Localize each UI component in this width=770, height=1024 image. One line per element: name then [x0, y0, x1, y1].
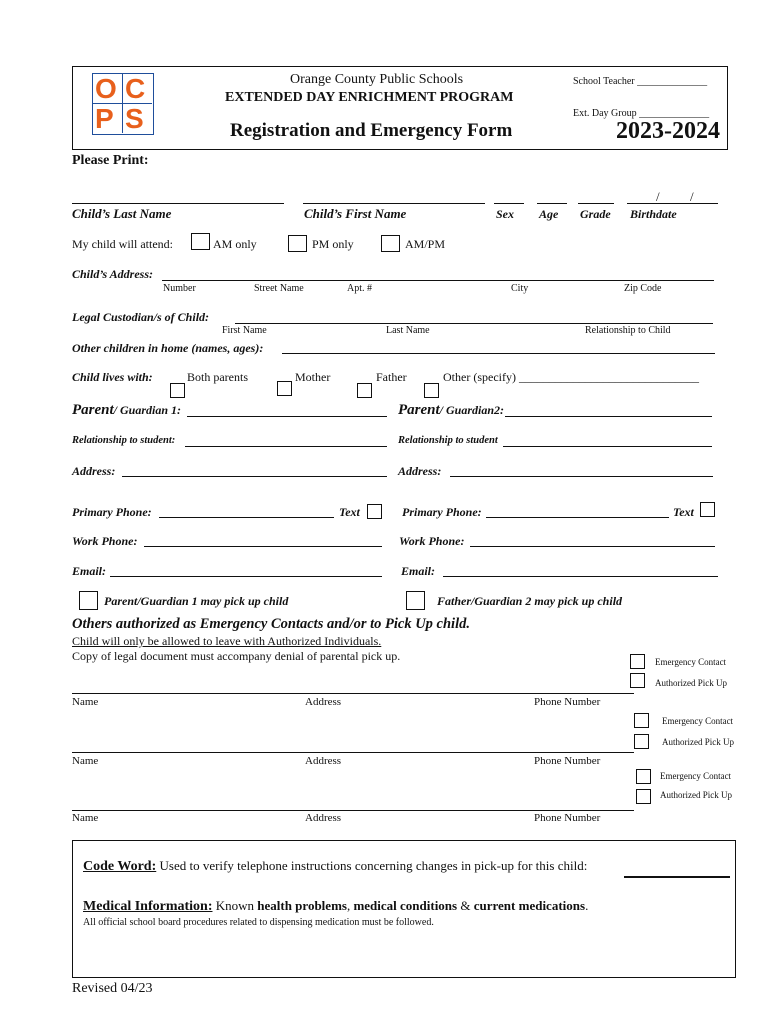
contact3-name-caption: Name: [72, 812, 99, 824]
guardian1-relationship-line[interactable]: [185, 446, 387, 447]
guardian2-work-phone-label: Work Phone:: [399, 534, 465, 548]
contact1-emergency-label: Emergency Contact: [655, 657, 727, 667]
guardian2-text-label: Text: [673, 505, 694, 519]
guardian2-relationship-label: Relationship to student: [398, 435, 498, 446]
birthdate-label: Birthdate: [630, 207, 677, 221]
others-note-2: Copy of legal document must accompany denial of parental pick up.: [72, 649, 401, 663]
contact3-line[interactable]: [72, 810, 634, 811]
custodian-line[interactable]: [235, 323, 713, 324]
contact2-pickup-label: Authorized Pick Up: [662, 737, 734, 747]
am-only-checkbox[interactable]: [191, 233, 210, 250]
guardian1-title-big: Parent: [72, 402, 114, 418]
guardian2-address-label: Address:: [398, 464, 442, 478]
both-parents-checkbox[interactable]: [170, 383, 185, 398]
lives-with-label: Child lives with:: [72, 370, 153, 384]
school-year: 2023-2024: [616, 118, 720, 144]
age-line[interactable]: [537, 203, 567, 204]
attend-label: My child will attend:: [72, 237, 173, 251]
other-specify-label[interactable]: Other (specify) ______________________________: [443, 370, 699, 384]
contact3-pickup-label: Authorized Pick Up: [660, 790, 732, 800]
contact3-phone-caption: Phone Number: [534, 812, 601, 824]
code-word-line[interactable]: [624, 876, 730, 878]
ampm-label: AM/PM: [405, 237, 446, 251]
medical-text-3: &: [460, 898, 471, 913]
guardian2-text-checkbox[interactable]: [700, 502, 715, 517]
logo-letter-c: C: [125, 73, 146, 104]
medical-text-4: .: [585, 898, 589, 913]
contact3-address-caption: Address: [305, 812, 342, 824]
contact2-line[interactable]: [72, 752, 634, 753]
school-teacher-field[interactable]: School Teacher ______________: [573, 76, 708, 87]
grade-label: Grade: [580, 207, 611, 221]
contact2-name-caption: Name: [72, 755, 99, 767]
guardian1-title: [72, 401, 181, 419]
birthdate-slash-2: /: [690, 189, 694, 204]
child-address-label: Child’s Address:: [72, 267, 154, 281]
medical-row: [83, 898, 588, 915]
am-only-label: AM only: [213, 237, 257, 251]
address-zip-caption: Zip Code: [624, 283, 662, 294]
guardian1-work-phone-line[interactable]: [144, 546, 382, 547]
guardian2-email-label: Email:: [401, 564, 436, 578]
guardian2-email-line[interactable]: [443, 576, 718, 577]
logo-letter-o: O: [95, 73, 117, 104]
pm-only-checkbox[interactable]: [288, 235, 307, 252]
revised-date: Revised 04/23: [72, 981, 153, 996]
custodian-last-caption: Last Name: [386, 325, 430, 336]
contact2-phone-caption: Phone Number: [534, 755, 601, 767]
medical-text-2: ,: [346, 898, 351, 913]
sex-line[interactable]: [494, 203, 524, 204]
mother-checkbox[interactable]: [277, 381, 292, 396]
contact1-address-caption: Address: [305, 696, 342, 708]
child-last-name-label: Child’s Last Name: [72, 206, 172, 221]
guardian1-address-line[interactable]: [122, 476, 387, 477]
custodian-relationship-caption: Relationship to Child: [585, 325, 671, 336]
contact1-phone-caption: Phone Number: [534, 696, 601, 708]
contact2-pickup-checkbox[interactable]: [634, 734, 649, 749]
guardian1-relationship-label: Relationship to student:: [72, 435, 176, 446]
contact1-emergency-checkbox[interactable]: [630, 654, 645, 669]
sex-label: Sex: [496, 207, 514, 221]
code-word-text: Used to verify telephone instructions concerning changes in pick-up for this child:: [159, 858, 588, 873]
guardian1-pickup-checkbox[interactable]: [79, 591, 98, 610]
birthdate-line[interactable]: [627, 203, 718, 204]
guardian1-work-phone-label: Work Phone:: [72, 534, 138, 548]
child-first-name-label: Child’s First Name: [304, 206, 407, 221]
medical-bold-3: current medications: [473, 898, 586, 913]
child-address-line[interactable]: [162, 280, 714, 281]
medical-text-1: Known: [215, 898, 255, 913]
others-heading: Others authorized as Emergency Contacts and/or to Pick Up child.: [72, 616, 470, 632]
guardian2-title-small: / Guardian2:: [439, 403, 505, 417]
child-last-name-line[interactable]: [72, 203, 284, 204]
pm-only-label: PM only: [312, 237, 354, 251]
guardian2-pickup-label: Father/Guardian 2 may pick up child: [437, 594, 623, 608]
address-street-caption: Street Name: [254, 283, 304, 294]
guardian1-name-line[interactable]: [187, 416, 387, 417]
address-number-caption: Number: [163, 283, 196, 294]
guardian1-text-label: Text: [339, 505, 360, 519]
guardian2-primary-phone-label: Primary Phone:: [402, 505, 482, 519]
guardian2-primary-phone-line[interactable]: [486, 517, 669, 518]
contact2-emergency-label: Emergency Contact: [662, 716, 734, 726]
guardian1-title-small: / Guardian 1:: [113, 403, 182, 417]
guardian2-title: [398, 401, 504, 419]
medication-policy: All official school board procedures related to dispensing medication must be followed.: [83, 917, 434, 928]
other-checkbox[interactable]: [424, 383, 439, 398]
contact1-line[interactable]: [72, 693, 634, 694]
age-label: Age: [539, 207, 559, 221]
contact1-pickup-label: Authorized Pick Up: [655, 678, 727, 688]
guardian2-pickup-checkbox[interactable]: [406, 591, 425, 610]
code-word-label: Code Word:: [83, 859, 157, 874]
guardian2-name-line[interactable]: [505, 416, 712, 417]
contact3-emergency-checkbox[interactable]: [636, 769, 651, 784]
guardian2-relationship-line[interactable]: [503, 446, 712, 447]
guardian1-primary-phone-label: Primary Phone:: [72, 505, 152, 519]
medical-bold-2: medical conditions: [353, 898, 458, 913]
contact1-name-caption: Name: [72, 696, 99, 708]
guardian2-title-big: Parent: [398, 402, 440, 418]
address-city-caption: City: [511, 283, 529, 294]
guardian2-work-phone-line[interactable]: [470, 546, 715, 547]
mother-label: Mother: [295, 370, 331, 384]
program-name: EXTENDED DAY ENRICHMENT PROGRAM: [225, 90, 514, 105]
contact3-emergency-label: Emergency Contact: [660, 771, 732, 781]
other-children-line[interactable]: [282, 353, 715, 354]
medical-bold-1: health problems: [257, 898, 347, 913]
logo-letter-p: P: [95, 103, 114, 134]
other-children-label: Other children in home (names, ages):: [72, 341, 264, 355]
guardian1-pickup-label: Parent/Guardian 1 may pick up child: [104, 594, 289, 608]
contact2-emergency-checkbox[interactable]: [634, 713, 649, 728]
guardian1-text-checkbox[interactable]: [367, 504, 382, 519]
guardian1-primary-phone-line[interactable]: [159, 517, 334, 518]
contact1-pickup-checkbox[interactable]: [630, 673, 645, 688]
logo-letter-s: S: [125, 103, 144, 134]
custodian-label: Legal Custodian/s of Child:: [72, 310, 210, 324]
ext-day-group-field[interactable]: Ext. Day Group ______________: [573, 108, 710, 119]
org-name: Orange County Public Schools: [290, 72, 464, 87]
contact2-address-caption: Address: [305, 755, 342, 767]
both-parents-label: Both parents: [187, 370, 248, 384]
code-word-row: [83, 858, 587, 875]
child-first-name-line[interactable]: [303, 203, 485, 204]
medical-label: Medical Information:: [83, 899, 213, 914]
father-label: Father: [376, 370, 407, 384]
guardian1-email-label: Email:: [72, 564, 107, 578]
address-apt-caption: Apt. #: [347, 283, 372, 294]
father-checkbox[interactable]: [357, 383, 372, 398]
ocps-logo: [88, 72, 154, 134]
contact3-pickup-checkbox[interactable]: [636, 789, 651, 804]
guardian1-email-line[interactable]: [110, 576, 382, 577]
others-note-1: Child will only be allowed to leave with Authorized Individuals.: [72, 634, 382, 648]
form-title: Registration and Emergency Form: [230, 120, 513, 141]
please-print: Please Print:: [72, 153, 149, 168]
guardian2-address-line[interactable]: [450, 476, 713, 477]
guardian1-address-label: Address:: [72, 464, 116, 478]
grade-line[interactable]: [578, 203, 614, 204]
ampm-checkbox[interactable]: [381, 235, 400, 252]
custodian-first-caption: First Name: [222, 325, 267, 336]
birthdate-slash-1: /: [656, 189, 660, 204]
